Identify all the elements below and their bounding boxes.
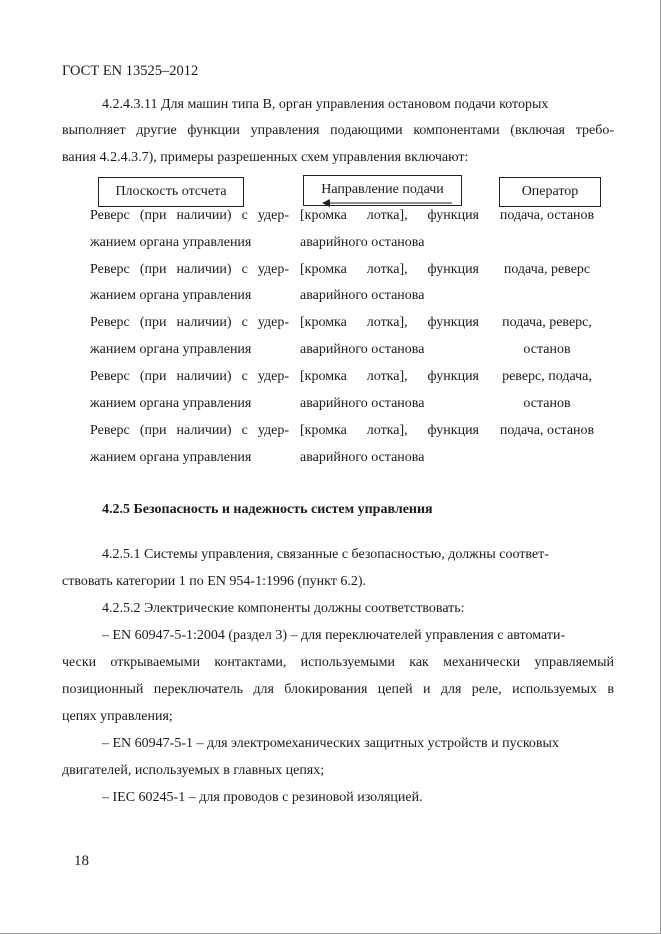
bullet1-line1: – EN 60947-5-1:2004 (раздел 3) – для переключателей управления с автомати- xyxy=(102,628,566,643)
row4-col1-line1: Реверс (при наличии) с удер- xyxy=(90,369,289,384)
intro-line-2: выполняет другие функции управления подающими компонентами (включая требо- xyxy=(62,123,614,138)
row3-col3-line2: останов xyxy=(523,342,571,357)
document-header: ГОСТ EN 13525–2012 xyxy=(62,63,199,79)
row3-col2-line2: аварийного останова xyxy=(300,342,425,357)
row3-col2-line1: [кромка лотка], функция xyxy=(300,315,479,330)
intro-line-3: вания 4.2.4.3.7), примеры разрешенных схем управления включают: xyxy=(62,150,469,165)
row4-col3-line2: останов xyxy=(523,396,571,411)
reference-plane-box: Плоскость отсчета xyxy=(98,177,244,207)
bullet2-line1: – EN 60947-5-1 – для электромеханических защитных устройств и пусковых xyxy=(102,736,559,751)
row3-col1-line2: жанием органа управления xyxy=(90,342,252,357)
intro-line-1: 4.2.4.3.11 Для машин типа В, орган управления остановом подачи которых xyxy=(102,97,549,112)
row4-col1-line2: жанием органа управления xyxy=(90,396,252,411)
row5-col1-line1: Реверс (при наличии) с удер- xyxy=(90,423,289,438)
row2-col2-line2: аварийного останова xyxy=(300,288,425,303)
row2-col1-line1: Реверс (при наличии) с удер- xyxy=(90,262,289,277)
row5-col2-line1: [кромка лотка], функция xyxy=(300,423,479,438)
section-heading: 4.2.5 Безопасность и надежность систем управления xyxy=(102,502,433,517)
row2-col1-line2: жанием органа управления xyxy=(90,288,252,303)
row5-col2-line2: аварийного останова xyxy=(300,450,425,465)
bullet1-line4: цепях управления; xyxy=(62,709,173,724)
row2-col2-line1: [кромка лотка], функция xyxy=(300,262,479,277)
bullet1-line3: позиционный переключатель для блокирования цепей и для реле, используемых в xyxy=(62,682,614,697)
page-number: 18 xyxy=(74,853,89,869)
row4-col3-line1: реверс, подача, xyxy=(502,369,592,384)
para1-line1: 4.2.5.1 Системы управления, связанные с безопасностью, должны соответ- xyxy=(102,547,549,562)
para2: 4.2.5.2 Электрические компоненты должны соответствовать: xyxy=(102,601,465,616)
row1-col1-line1: Реверс (при наличии) с удер- xyxy=(90,208,289,223)
operator-box: Оператор xyxy=(499,177,601,207)
row2-col3-line1: подача, реверс xyxy=(503,262,591,277)
row5-col3-line1: подача, останов xyxy=(499,423,595,438)
row4-col2-line2: аварийного останова xyxy=(300,396,425,411)
bullet1-line2: чески открываемыми контактами, используемыми как механически управляемый xyxy=(62,655,614,670)
row1-col2-line2: аварийного останова xyxy=(300,235,425,250)
row4-col2-line1: [кромка лотка], функция xyxy=(300,369,479,384)
row3-col1-line1: Реверс (при наличии) с удер- xyxy=(90,315,289,330)
bullet3: – IEC 60245-1 – для проводов с резиновой изоляцией. xyxy=(102,790,423,805)
feed-direction-box: Направление подачи xyxy=(303,175,462,206)
row5-col1-line2: жанием органа управления xyxy=(90,450,252,465)
row1-col2-line1: [кромка лотка], функция xyxy=(300,208,479,223)
row1-col3-line1: подача, останов xyxy=(499,208,595,223)
bullet2-line2: двигателей, используемых в главных цепях; xyxy=(62,763,325,778)
row3-col3-line1: подача, реверс, xyxy=(502,315,592,330)
row1-col1-line2: жанием органа управления xyxy=(90,235,252,250)
para1-line2: ствовать категории 1 по EN 954-1:1996 (пункт 6.2). xyxy=(62,574,367,589)
